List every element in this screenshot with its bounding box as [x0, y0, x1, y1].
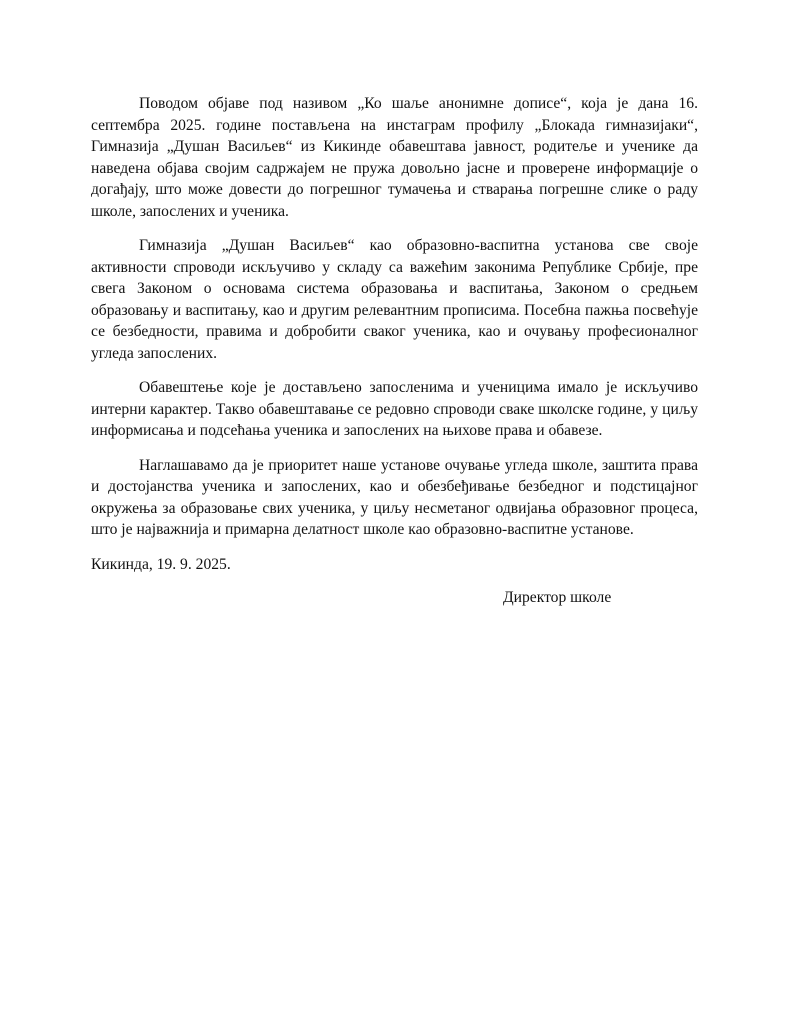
signature: Директор школе — [503, 589, 612, 606]
paragraph-legal-compliance: Гимназија „Душан Васиљев“ као образовно-васпитна установа све своје активности спроводи искључиво у складу са важећим законима Републике Србије, пре свега Законом о основама система образовања и васпитања, Законом о средњем образовању и васпитању, као и другим релевантним прописима. Посебна пажња посвећује се безбедности, правима и добробити сваког ученика, као и очувању професионалног угледа запослених. — [91, 237, 698, 362]
document-page — [91, 93, 698, 609]
date-line: Кикинда, 19. 9. 2025. — [91, 555, 231, 573]
paragraph-priority: Наглашавамо да је приоритет наше установе очување угледа школе, заштита права и достојанства ученика и запослених, као и обезбеђивање безбедног и подстицајног окружења за образовање свих ученика, у циљу несметаног одвијања образовног процеса, што је најважнија и примарна делатност школе као образовно-васпитне установе. — [91, 456, 698, 538]
paragraph-internal-notice: Обавештење које је достављено запосленима и ученицима имало је искључиво интерни карактер. Такво обавештавање се редовно спроводи сваке школске године, у циљу информисања и подсећања ученика и запослених на њихове права и обавезе. — [91, 379, 698, 439]
paragraph-announcement: Поводом објаве под називом „Ко шаље анонимне дописе“, која је дана 16. септембра 2025. године постављена на инстаграм профилу „Блокада гимназијаки“, Гимназија „Душан Васиљев“ из Кикинде обавештава јавност, родитеље и ученике да наведена објава својим садржајем не пружа довољно јасне и проверене информације о догађају, што може довести до погрешног тумачења и стварања погрешне слике о раду школе, запослених и ученика. — [91, 95, 698, 220]
